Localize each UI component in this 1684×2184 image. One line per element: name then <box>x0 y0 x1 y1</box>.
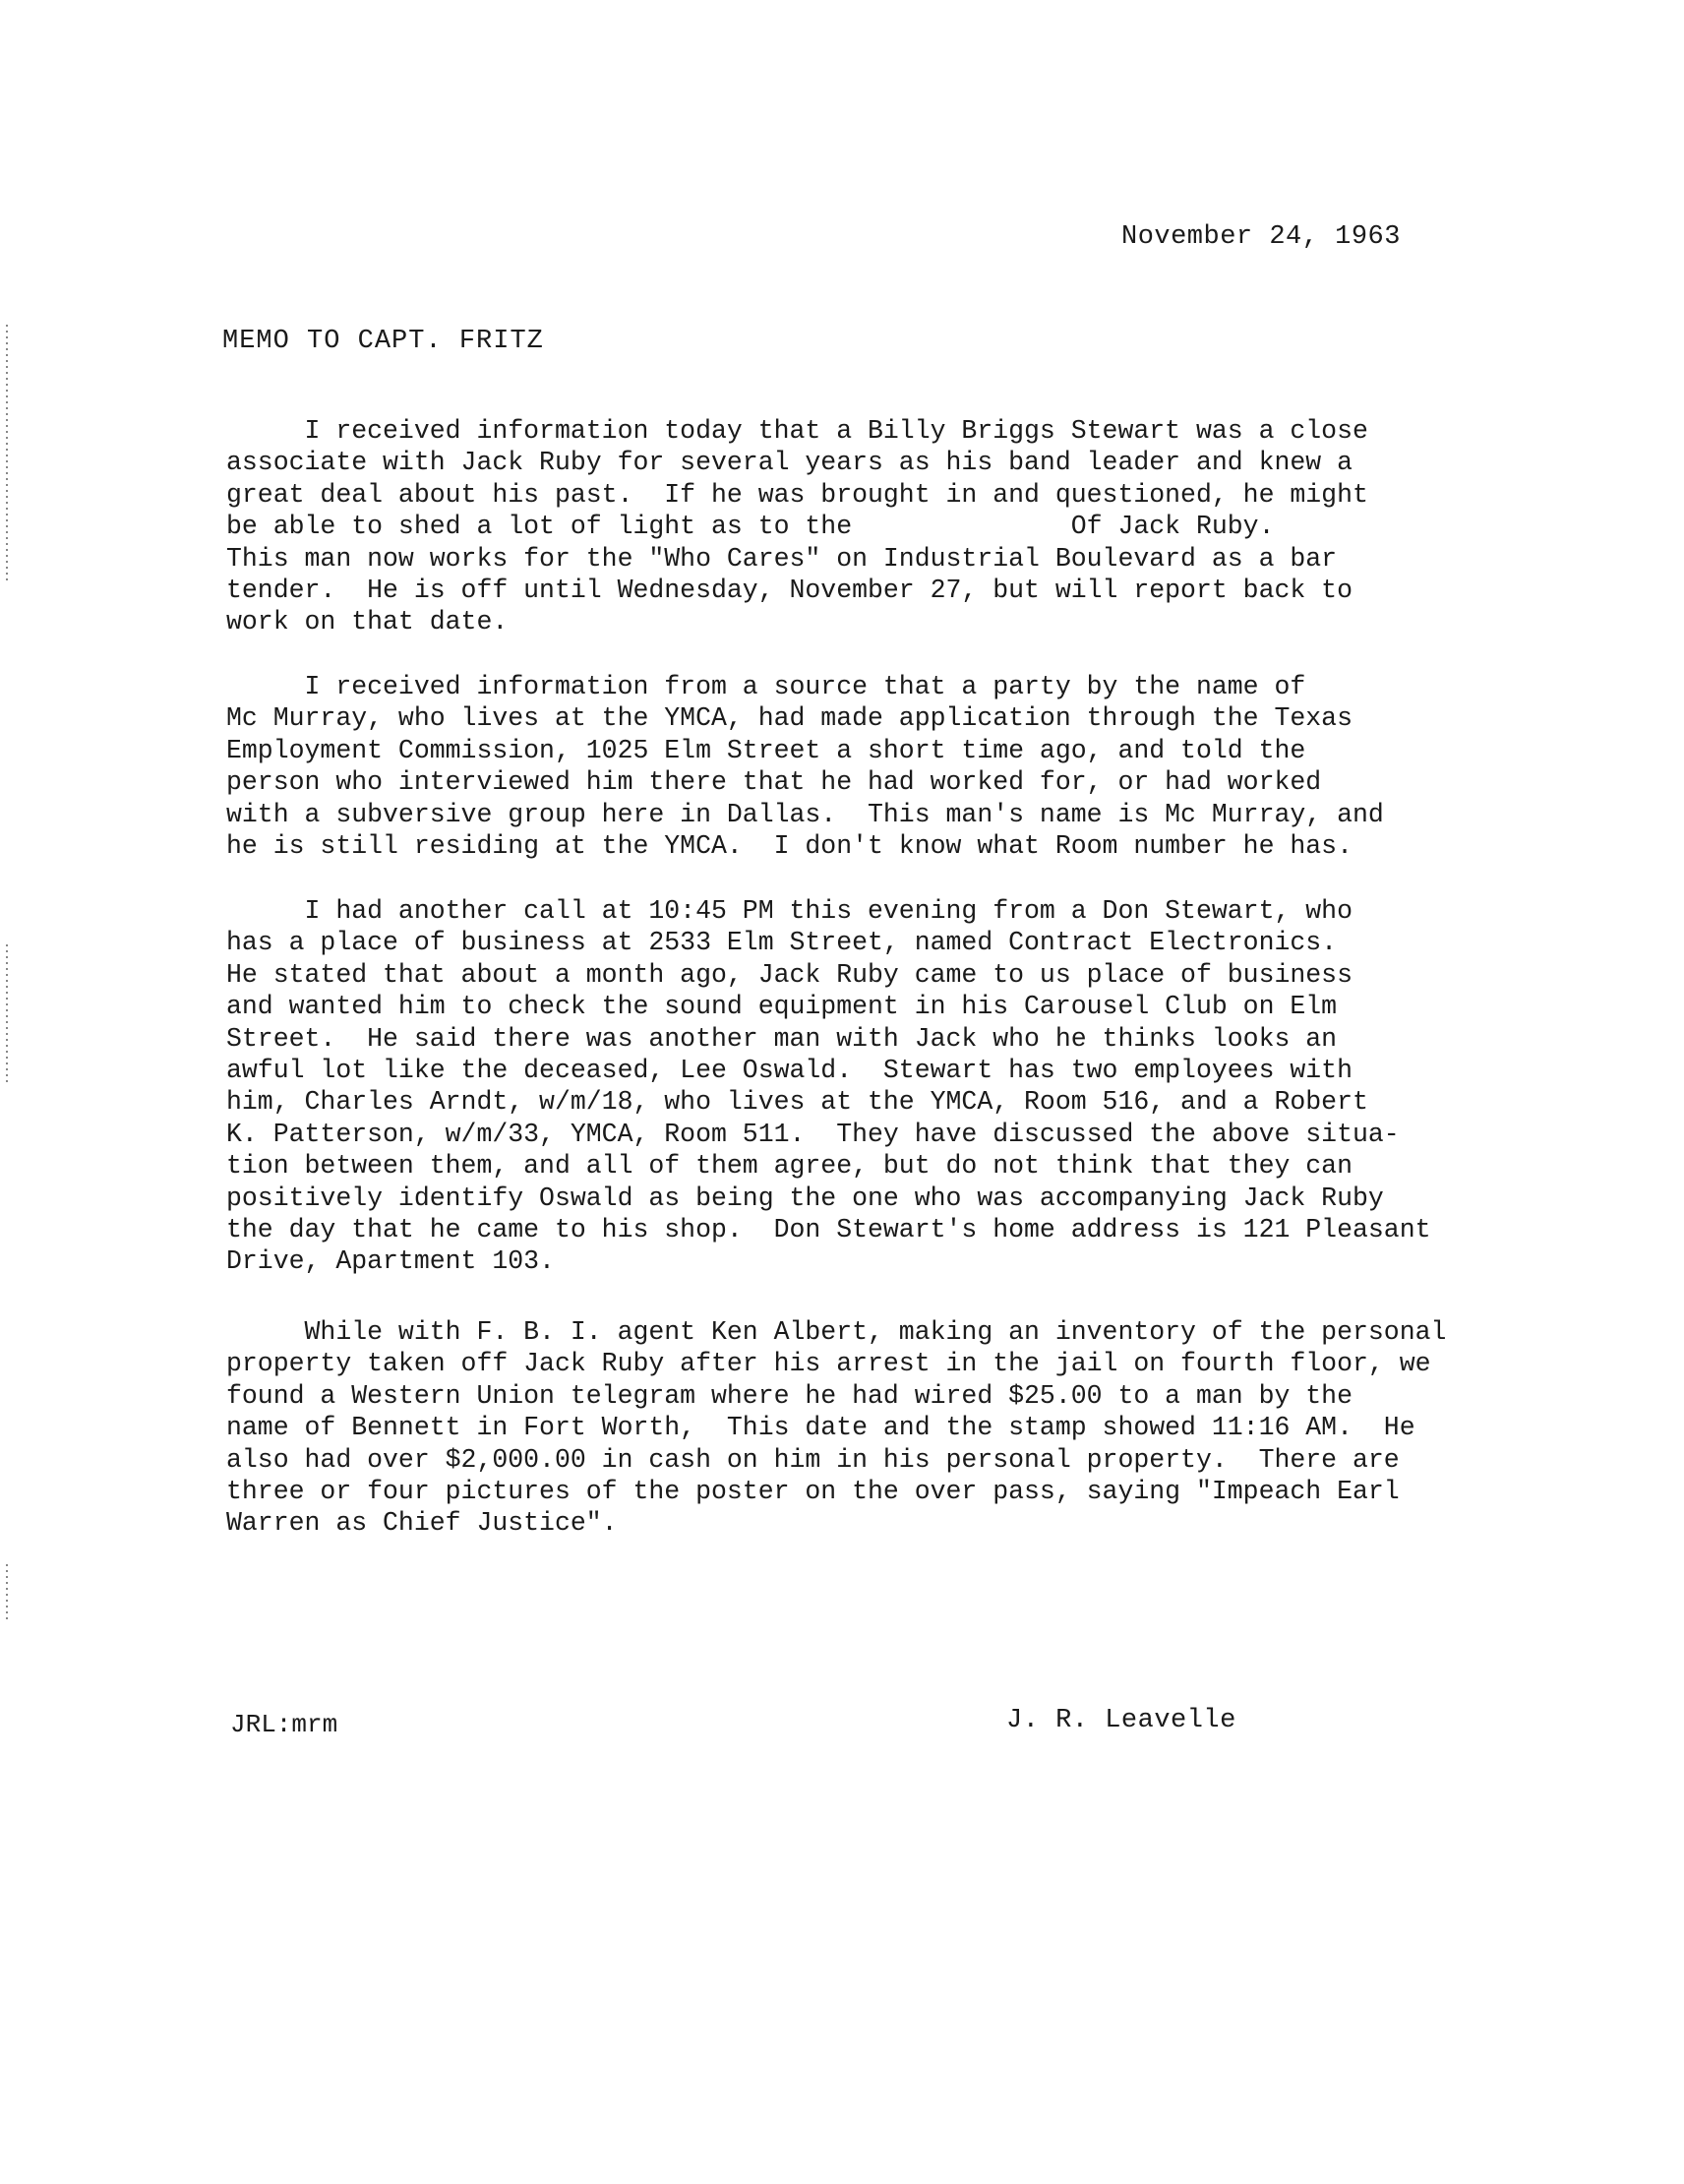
paragraph-line: name of Bennett in Fort Worth, This date and the stamp showed 11:16 AM. He <box>226 1413 1415 1443</box>
paragraph-line: I received information today that a Billy Briggs Stewart was a close <box>226 416 1368 446</box>
paragraph-line: also had over $2,000.00 in cash on him in his personal property. There are <box>226 1444 1400 1475</box>
paragraph-line: Drive, Apartment 103. <box>226 1246 555 1277</box>
paragraph-line: property taken off Jack Ruby after his arrest in the jail on fourth floor, we <box>226 1349 1431 1379</box>
paragraph-line: three or four pictures of the poster on the over pass, saying "Impeach Earl <box>226 1477 1400 1507</box>
paragraph-line: work on that date. <box>226 607 509 637</box>
paragraph-line: and wanted him to check the sound equipment in his Carousel Club on Elm <box>226 992 1338 1022</box>
paragraph-line: the day that he came to his shop. Don Stewart's home address is 121 Pleasant <box>226 1215 1431 1245</box>
paragraph-line: he is still residing at the YMCA. I don't know what Room number he has. <box>226 831 1353 862</box>
signature-name: J. R. Leavelle <box>1006 1706 1236 1735</box>
memo-date: November 24, 1963 <box>1121 222 1401 252</box>
paragraph-line: him, Charles Arndt, w/m/18, who lives at the YMCA, Room 516, and a Robert <box>226 1087 1368 1118</box>
paragraph-line: Warren as Chief Justice". <box>226 1508 618 1539</box>
paragraph-line: awful lot like the deceased, Lee Oswald. Stewart has two employees with <box>226 1056 1353 1086</box>
paragraph-line: I received information from a source that a party by the name of <box>226 672 1306 701</box>
paragraph-line: He stated that about a month ago, Jack Ruby came to us place of business <box>226 959 1353 990</box>
paragraph-line: positively identify Oswald as being the one who was accompanying Jack Ruby <box>226 1183 1384 1213</box>
paragraph-line: person who interviewed him there that he had worked for, or had worked <box>226 767 1322 798</box>
paragraph-line: This man now works for the "Who Cares" on Industrial Boulevard as a bar <box>226 543 1338 574</box>
memo-paragraph-4 <box>226 1316 1515 1540</box>
memo-paragraph-2 <box>226 671 1515 862</box>
paragraph-line: tender. He is off until Wednesday, November 27, but will report back to <box>226 576 1353 606</box>
paragraph-line: Employment Commission, 1025 Elm Street a short time ago, and told the <box>226 735 1306 765</box>
paragraph-line: Street. He said there was another man with Jack who he thinks looks an <box>226 1023 1338 1054</box>
margin-scan-mark <box>6 944 8 1082</box>
paragraph-line: I had another call at 10:45 PM this evening from a Don Stewart, who <box>226 896 1353 926</box>
paragraph-line: be able to shed a lot of light as to the Of Jack Ruby. <box>226 512 1275 542</box>
paragraph-line: While with F. B. I. agent Ken Albert, making an inventory of the personal <box>226 1317 1447 1347</box>
paragraph-line: great deal about his past. If he was brought in and questioned, he might <box>226 479 1368 510</box>
margin-scan-mark <box>6 325 8 580</box>
memo-paragraph-1 <box>226 415 1515 638</box>
paragraph-line: associate with Jack Ruby for several years as his band leader and knew a <box>226 448 1353 478</box>
memo-heading: MEMO TO CAPT. FRITZ <box>222 327 544 356</box>
paragraph-line: with a subversive group here in Dallas. This man's name is Mc Murray, and <box>226 799 1384 829</box>
paragraph-line: Mc Murray, who lives at the YMCA, had made application through the Texas <box>226 703 1353 734</box>
memo-paragraph-3 <box>226 895 1515 1278</box>
margin-scan-mark <box>6 1564 8 1623</box>
paragraph-line: tion between them, and all of them agree, but do not think that they can <box>226 1151 1353 1182</box>
paragraph-line: K. Patterson, w/m/33, YMCA, Room 511. They have discussed the above situa- <box>226 1119 1400 1149</box>
paragraph-line: has a place of business at 2533 Elm Street, named Contract Electronics. <box>226 928 1338 958</box>
typist-initials: JRL:mrm <box>230 1710 338 1739</box>
paragraph-line: found a Western Union telegram where he had wired $25.00 to a man by the <box>226 1380 1353 1411</box>
